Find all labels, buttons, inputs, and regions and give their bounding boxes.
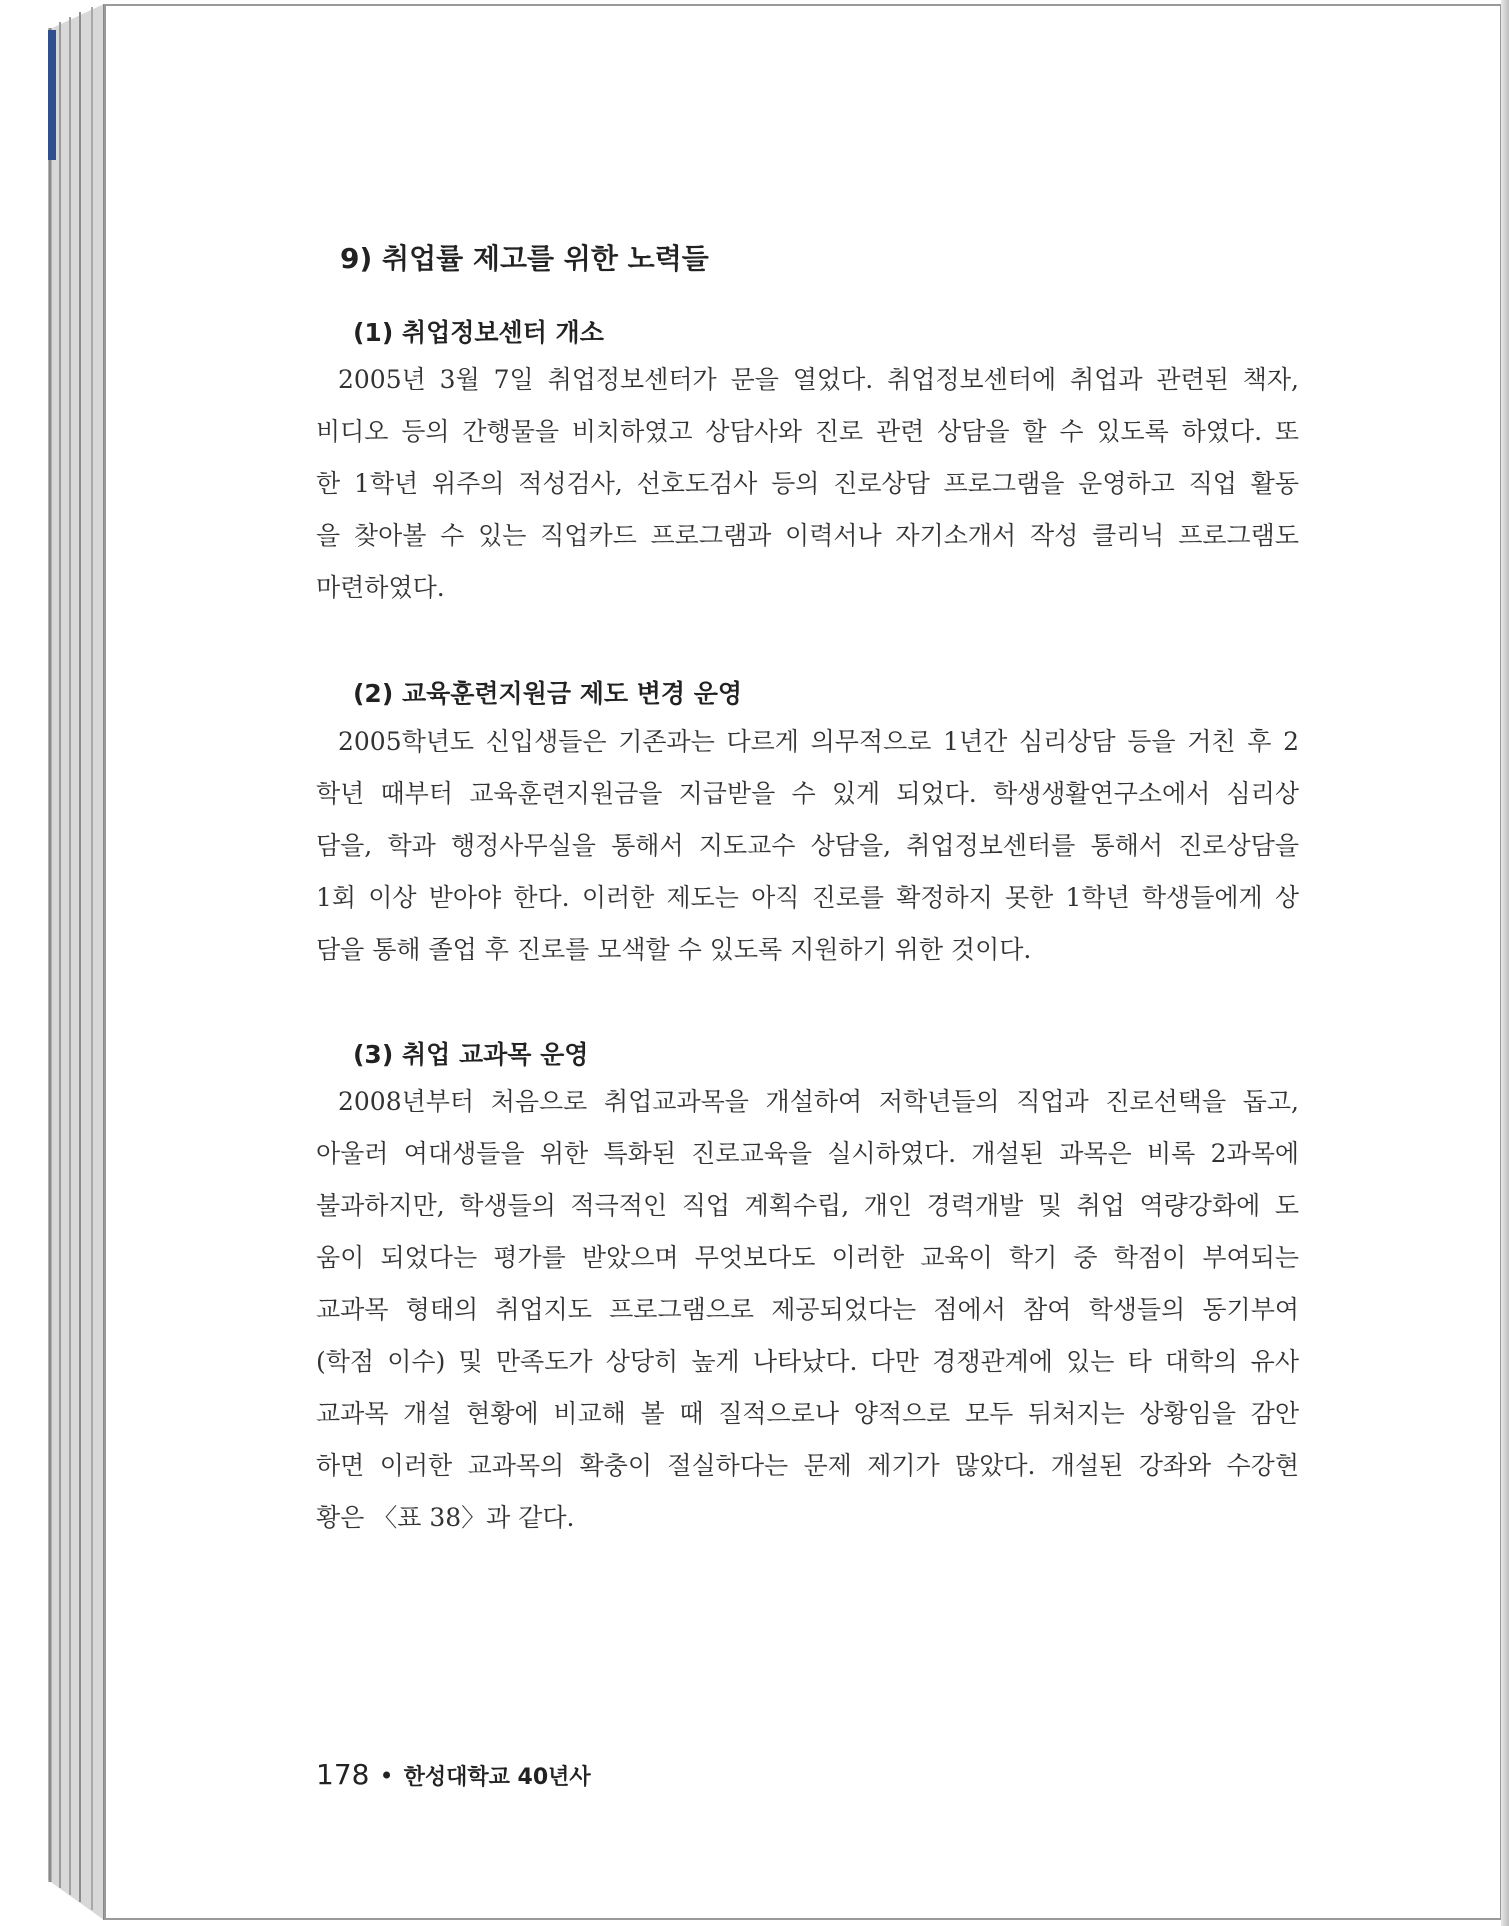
page-footer — [316, 1758, 591, 1791]
paragraph-line: 불과하지만, 학생들의 적극적인 직업 계획수립, 개인 경력개발 및 취업 역량강화에 도 — [316, 1191, 1299, 1220]
footer-separator: • — [379, 1762, 394, 1790]
paragraph-line: 움이 되었다는 평가를 받았으며 무엇보다도 이러한 교육이 학기 중 학점이 부여되는 — [316, 1243, 1299, 1272]
paragraph-line: 하면 이러한 교과목의 확충이 절실하다는 문제 제기가 많았다. 개설된 강좌와 수강현 — [316, 1451, 1299, 1480]
paragraph-line: 2008년부터 처음으로 취업교과목을 개설하여 저학년들의 직업과 진로선택을 돕고, — [338, 1087, 1299, 1116]
paragraph-line: 아울러 여대생들을 위한 특화된 진로교육을 실시하였다. 개설된 과목은 비록 2과목에 — [316, 1139, 1299, 1168]
paragraph-line: 2005년 3월 7일 취업정보센터가 문을 열었다. 취업정보센터에 취업과 관련된 책자, — [338, 365, 1299, 394]
paragraph-line: 마련하였다. — [316, 573, 445, 602]
subsection-title-2: (2) 교육훈련지원금 제도 변경 운영 — [353, 679, 743, 708]
subsection-title-3: (3) 취업 교과목 운영 — [353, 1040, 589, 1069]
section-title: 9) 취업률 제고를 위한 노력들 — [340, 242, 709, 275]
paragraph-line: 2005학년도 신입생들은 기존과는 다르게 의무적으로 1년간 심리상담 등을 거친 후 2 — [338, 727, 1299, 756]
paragraph-line: (학점 이수) 및 만족도가 상당히 높게 나타났다. 다만 경쟁관계에 있는 타 대학의 유사 — [316, 1347, 1299, 1376]
subsection-title-1: (1) 취업정보센터 개소 — [353, 318, 604, 347]
paragraph-line: 교과목 개설 현황에 비교해 볼 때 질적으로나 양적으로 모두 뒤처지는 상황임을 감안 — [316, 1399, 1299, 1428]
paragraph-line: 한 1학년 위주의 적성검사, 선호도검사 등의 진로상담 프로그램을 운영하고 직업 활동 — [316, 469, 1299, 498]
book-title: 한성대학교 40년사 — [403, 1765, 591, 1790]
paragraph-line: 1회 이상 받아야 한다. 이러한 제도는 아직 진로를 확정하지 못한 1학년 학생들에게 상 — [316, 883, 1299, 912]
paragraph-line: 황은 〈표 38〉과 같다. — [316, 1503, 575, 1532]
paragraph-line: 담을, 학과 행정사무실을 통해서 지도교수 상담을, 취업정보센터를 통해서 진로상담을 — [316, 831, 1299, 860]
paragraph-line: 학년 때부터 교육훈련지원금을 지급받을 수 있게 되었다. 학생생활연구소에서 심리상 — [316, 779, 1299, 808]
paragraph-line: 비디오 등의 간행물을 비치하였고 상담사와 진로 관련 상담을 할 수 있도록 하였다. 또 — [316, 417, 1299, 446]
page-number: 178 — [316, 1758, 370, 1791]
paragraph-line: 을 찾아볼 수 있는 직업카드 프로그램과 이력서나 자기소개서 작성 클리닉 프로그램도 — [316, 521, 1299, 550]
paragraph-line: 교과목 형태의 취업지도 프로그램으로 제공되었다는 점에서 참여 학생들의 동기부여 — [316, 1295, 1299, 1324]
paragraph-line: 담을 통해 졸업 후 진로를 모색할 수 있도록 지원하기 위한 것이다. — [316, 935, 1032, 964]
